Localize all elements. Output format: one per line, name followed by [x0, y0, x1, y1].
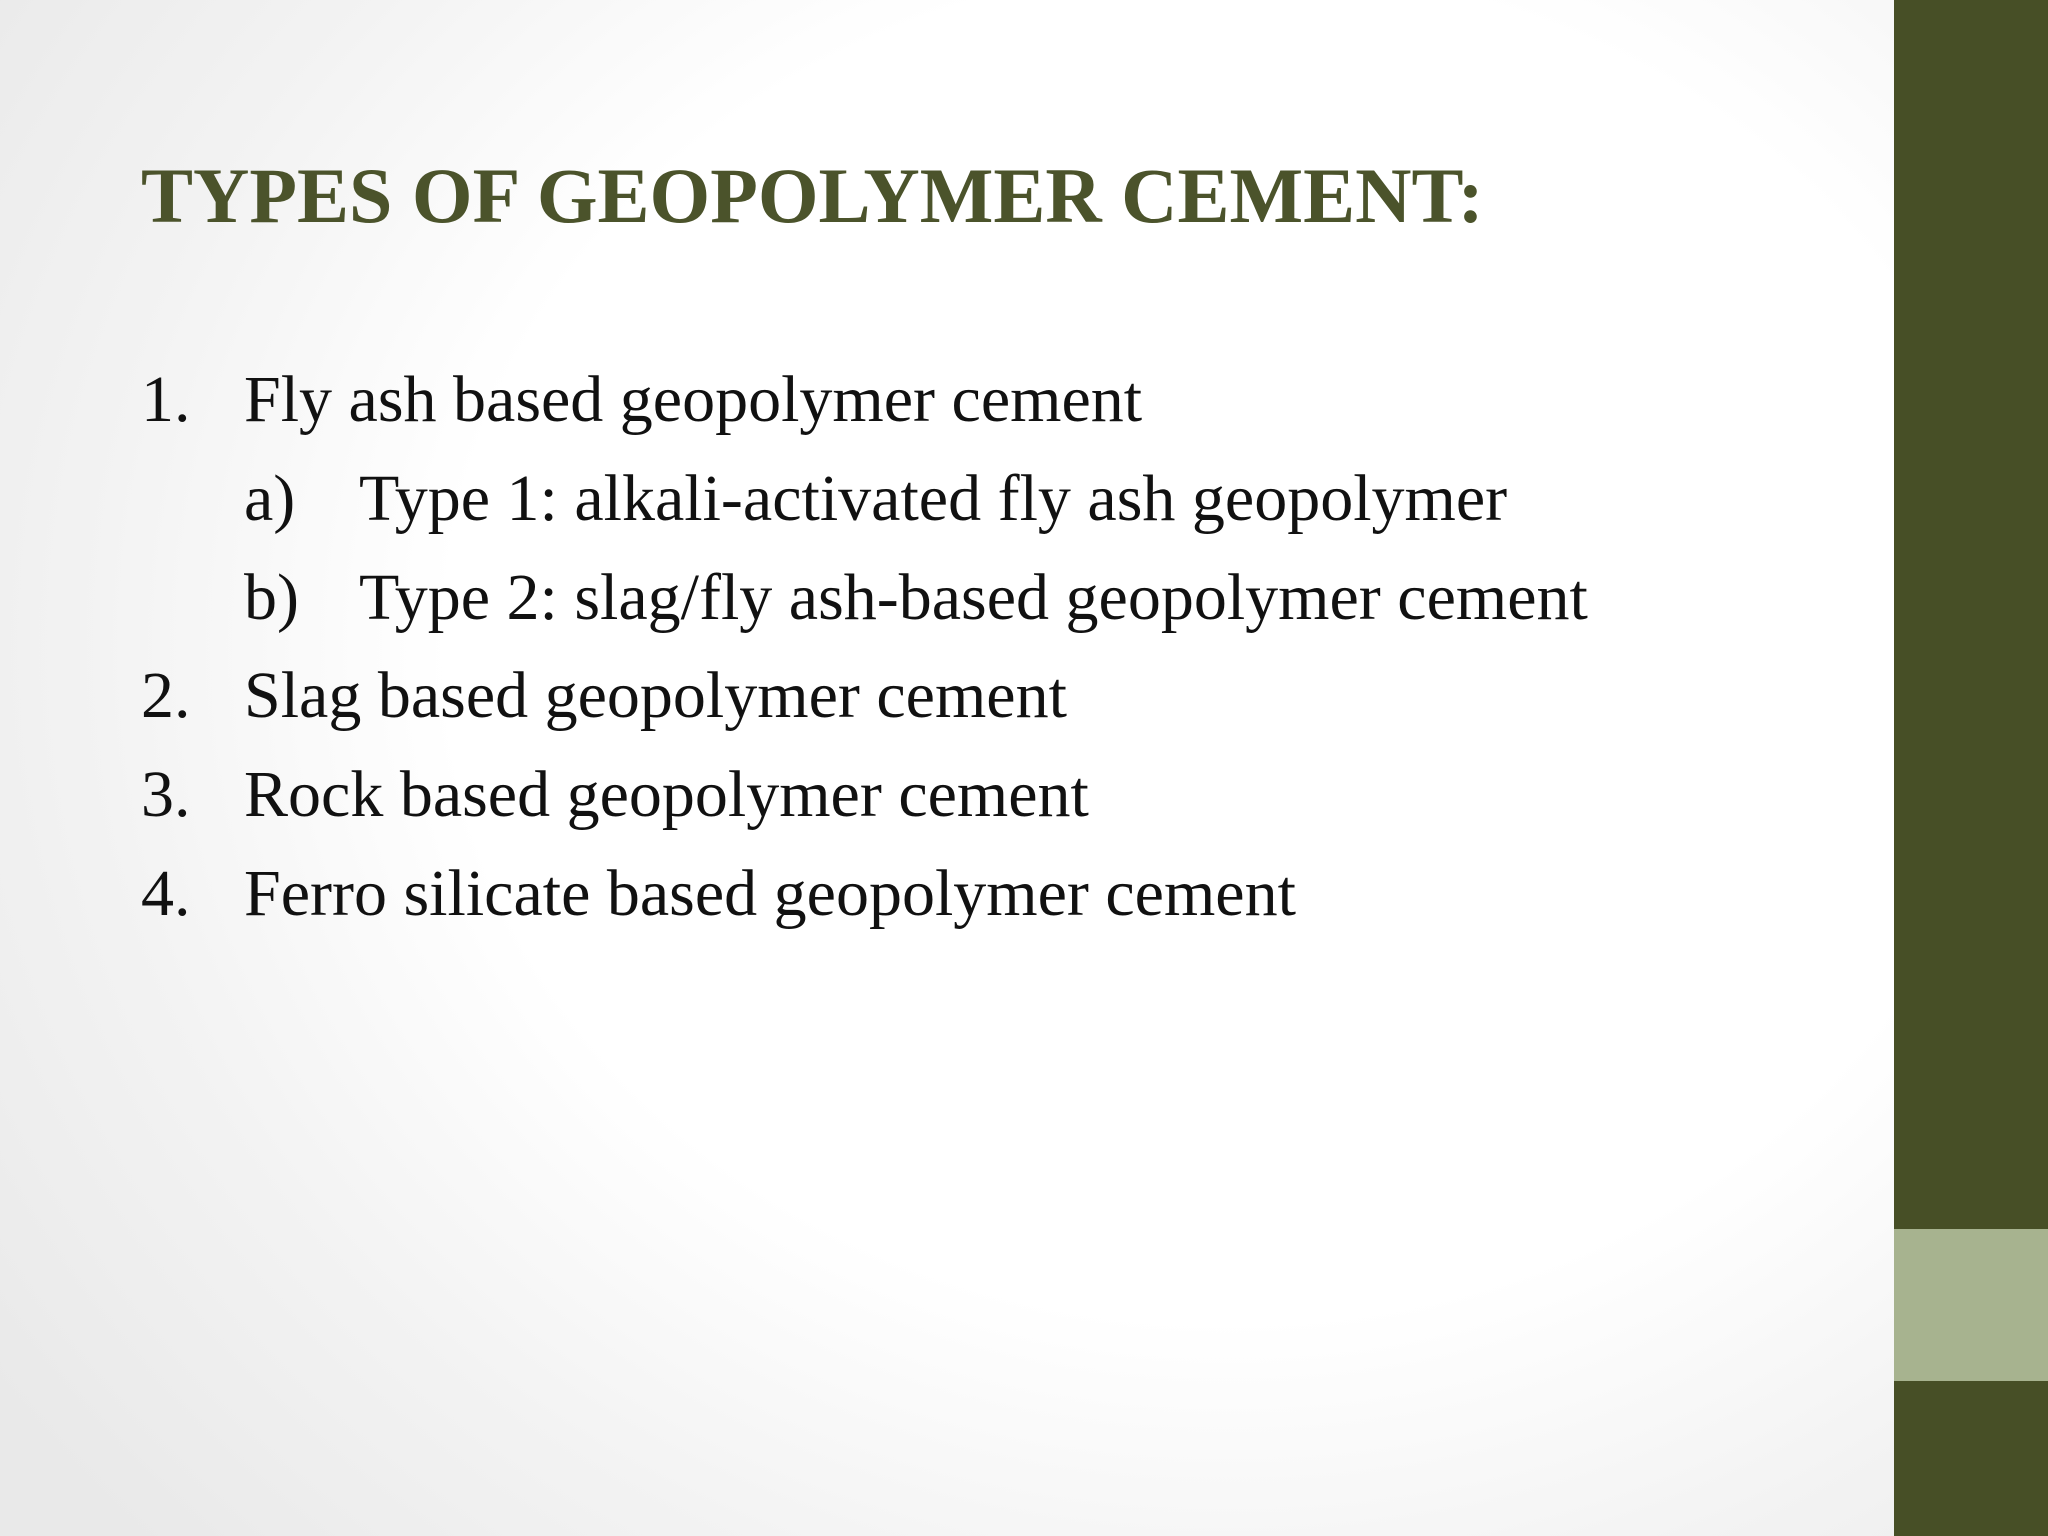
- list-item-text: Rock based geopolymer cement: [244, 758, 1089, 831]
- list-item-number: 1.: [141, 363, 191, 436]
- side-accent-block: [1894, 1229, 2048, 1381]
- list-item-text: Fly ash based geopolymer cement: [244, 363, 1143, 436]
- list-item-text: Slag based geopolymer cement: [244, 659, 1067, 732]
- list-item-number: 2.: [141, 659, 191, 732]
- list-item-text: Ferro silicate based geopolymer cement: [244, 857, 1296, 930]
- sub-item-text: Type 2: slag/fly ash-based geopolymer cement: [359, 561, 1588, 634]
- slide-title: TYPES OF GEOPOLYMER CEMENT:: [141, 152, 1484, 239]
- list-item-number: 3.: [141, 758, 191, 831]
- sub-item-text: Type 1: alkali-activated fly ash geopolymer: [359, 462, 1508, 535]
- list-item-number: 4.: [141, 857, 191, 930]
- sub-item-letter: a): [244, 462, 296, 535]
- sub-item-letter: b): [244, 561, 299, 634]
